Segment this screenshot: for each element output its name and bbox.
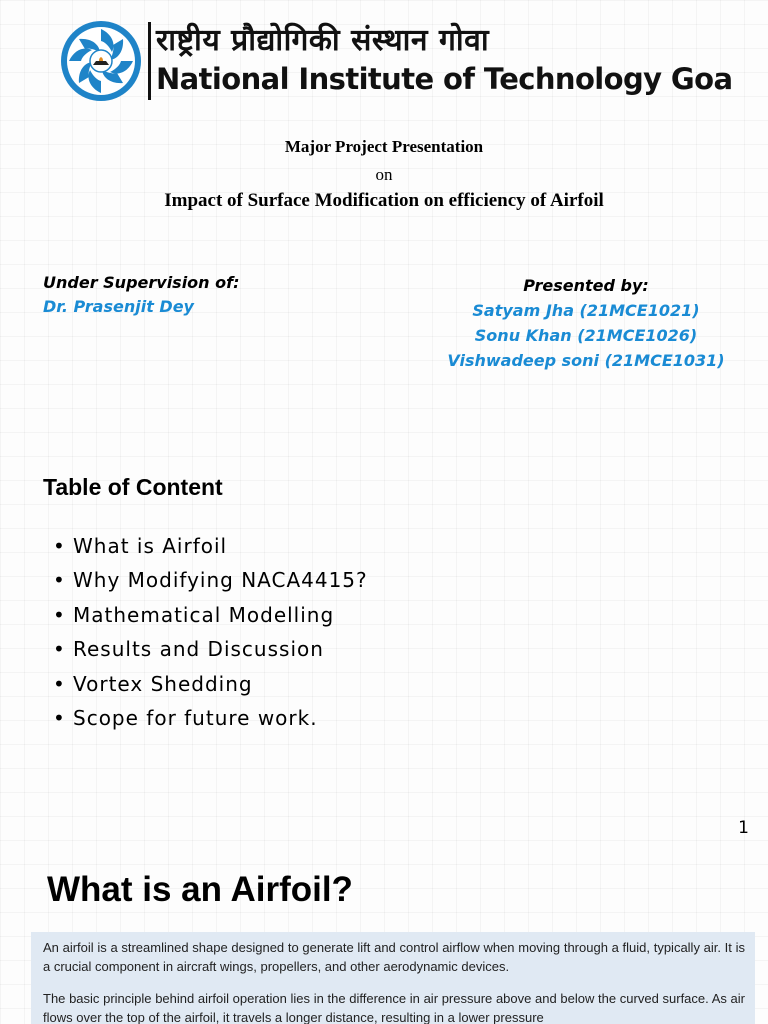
institute-header: [60, 18, 733, 104]
supervisor-name: Dr. Prasenjit Dey: [43, 297, 194, 316]
bullet-icon: •: [53, 534, 66, 558]
airfoil-description-panel: [31, 932, 755, 1024]
nit-goa-emblem-icon: [60, 20, 142, 102]
bullet-icon: •: [53, 637, 66, 662]
page-number: 1: [738, 818, 749, 838]
description-paragraph: An airfoil is a streamlined shape designed to generate lift and control airflow when moving through a fluid, typically air. It is a crucial component in aircraft wings, propellers, and other aerodynamic devices.: [43, 940, 745, 974]
institute-name-hindi: राष्ट्रीय प्रौद्योगिकी संस्थान गोवा: [156, 23, 490, 58]
header-divider: [148, 22, 151, 100]
presentation-on: on: [375, 165, 393, 184]
supervision-label: Under Supervision of:: [43, 273, 240, 292]
bullet-icon: •: [53, 671, 66, 696]
presenter-name: Vishwadeep soni (21MCE1031): [447, 351, 725, 370]
toc-item: • Results and Discussion: [53, 634, 368, 668]
toc-item: • Why Modifying NACA4415?: [53, 565, 368, 599]
toc-item: • Scope for future work.: [53, 703, 368, 737]
description-paragraph: The basic principle behind airfoil operation lies in the difference in air pressure above and below the curved surface. As air flows over the top of the airfoil, it travels a longer distance, resulting in a lower pressure: [43, 991, 745, 1024]
bullet-icon: •: [53, 705, 66, 730]
presenter-name: Sonu Khan (21MCE1026): [474, 326, 698, 345]
presenters-block: [436, 273, 736, 373]
presenter-name: Satyam Jha (21MCE1021): [472, 301, 700, 320]
bullet-icon: •: [53, 602, 66, 627]
institute-name: National Institute of Technology Goa: [156, 62, 733, 96]
toc-item: • What is Airfoil: [53, 531, 368, 565]
toc-item: • Vortex Shedding: [53, 669, 368, 703]
toc-item: • Mathematical Modelling: [53, 600, 368, 634]
toc-title: Table of Content: [43, 474, 223, 500]
presentation-title: Impact of Surface Modification on efficiency of Airfoil: [164, 190, 604, 211]
presentation-type: Major Project Presentation: [284, 137, 484, 156]
presenters-label: Presented by:: [523, 276, 649, 295]
bullet-icon: •: [53, 568, 66, 593]
toc-list: [53, 531, 368, 737]
section-title: What is an Airfoil?: [47, 870, 353, 909]
